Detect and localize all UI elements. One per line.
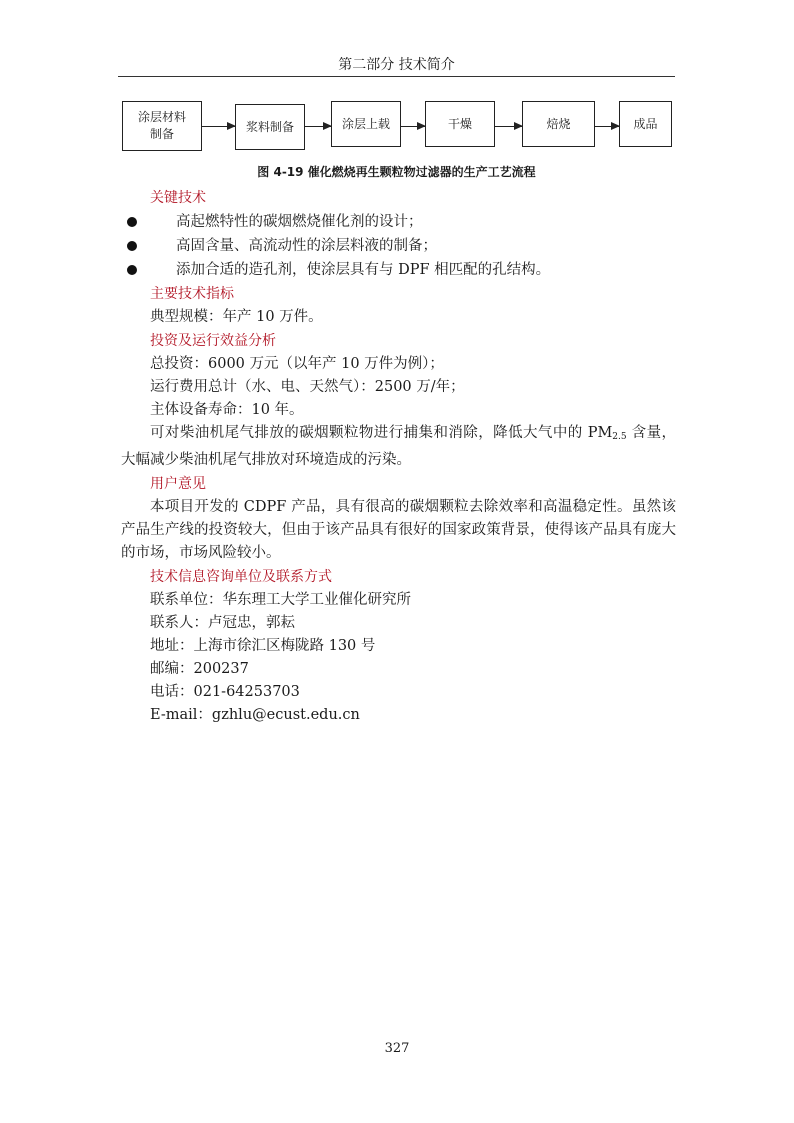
- flow-step-coating-load: 涂层上载: [331, 101, 401, 147]
- bullet-icon: [127, 241, 137, 251]
- flow-arrow: [202, 126, 235, 127]
- contact-line: 地址：上海市徐汇区梅陇路 130 号: [150, 638, 376, 654]
- subscript: 2.5: [612, 432, 627, 442]
- investment-line: 运行费用总计（水、电、天然气）：2500 万/年；: [150, 379, 465, 395]
- flow-arrow: [495, 126, 522, 127]
- list-item-text: 添加合适的造孔剂，使涂层具有与 DPF 相匹配的孔结构。: [176, 262, 551, 278]
- bullet-icon: [127, 265, 137, 275]
- benefit-paragraph: [121, 422, 676, 472]
- flow-step-drying: 干燥: [425, 101, 495, 147]
- flow-step-coating-material: [122, 101, 202, 151]
- section-title-user-opinion: 用户意见: [150, 476, 206, 492]
- section-title-investment: 投资及运行效益分析: [150, 333, 276, 349]
- section-title-key-tech: 关键技术: [150, 190, 206, 206]
- investment-line: 总投资：6000 万元（以年产 10 万件为例）；: [150, 356, 444, 372]
- indicator-line: 典型规模：年产 10 万件。: [150, 309, 323, 325]
- flow-step-slurry: 浆料制备: [235, 104, 305, 150]
- paragraph-text: 含量，大幅减少柴油机尾气排放对环境造成的污染。: [121, 425, 676, 468]
- paragraph-text: 可对柴油机尾气排放的碳烟颗粒物进行捕集和消除，降低大气中的 PM: [150, 425, 613, 441]
- flow-step-line: 制备: [149, 127, 174, 141]
- contact-line: 电话：021-64253703: [150, 684, 300, 700]
- flow-step-product: 成品: [619, 101, 672, 147]
- section-title-indicators: 主要技术指标: [150, 286, 234, 302]
- list-item-text: 高固含量、高流动性的涂层料液的制备；: [176, 238, 437, 254]
- list-item: [121, 234, 676, 258]
- flow-arrow: [305, 126, 331, 127]
- contact-line: 联系人：卢冠忠，郭耘: [150, 615, 295, 631]
- flow-step-firing: 焙烧: [522, 101, 595, 147]
- process-flow-diagram: [0, 0, 794, 170]
- contact-line: 邮编：200237: [150, 661, 249, 677]
- list-item-text: 高起燃特性的碳烟燃烧催化剂的设计；: [176, 214, 423, 230]
- running-header: 第二部分 技术简介: [338, 57, 455, 73]
- figure-caption: 图 4-19 催化燃烧再生颗粒物过滤器的生产工艺流程: [257, 165, 536, 179]
- section-title-contact: 技术信息咨询单位及联系方式: [150, 569, 332, 585]
- list-item: [121, 258, 676, 282]
- user-opinion-paragraph: 本项目开发的 CDPF 产品，具有很高的碳烟颗粒去除效率和高温稳定性。虽然该产品生产线的投资较大，但由于该产品具有很好的国家政策背景，使得该产品具有庞大的市场，市场风险较小。: [121, 499, 676, 561]
- contact-line: 联系单位：华东理工大学工业催化研究所: [150, 592, 411, 608]
- bullet-icon: [127, 217, 137, 227]
- contact-email: E-mail：gzhlu@ecust.edu.cn: [150, 707, 360, 723]
- main-content: [121, 186, 676, 727]
- page-number: 327: [384, 1041, 410, 1056]
- flow-arrow: [401, 126, 425, 127]
- list-item: [121, 210, 676, 234]
- flow-arrow: [595, 126, 619, 127]
- investment-line: 主体设备寿命：10 年。: [150, 402, 304, 418]
- flow-step-line: 涂层材料: [137, 110, 186, 124]
